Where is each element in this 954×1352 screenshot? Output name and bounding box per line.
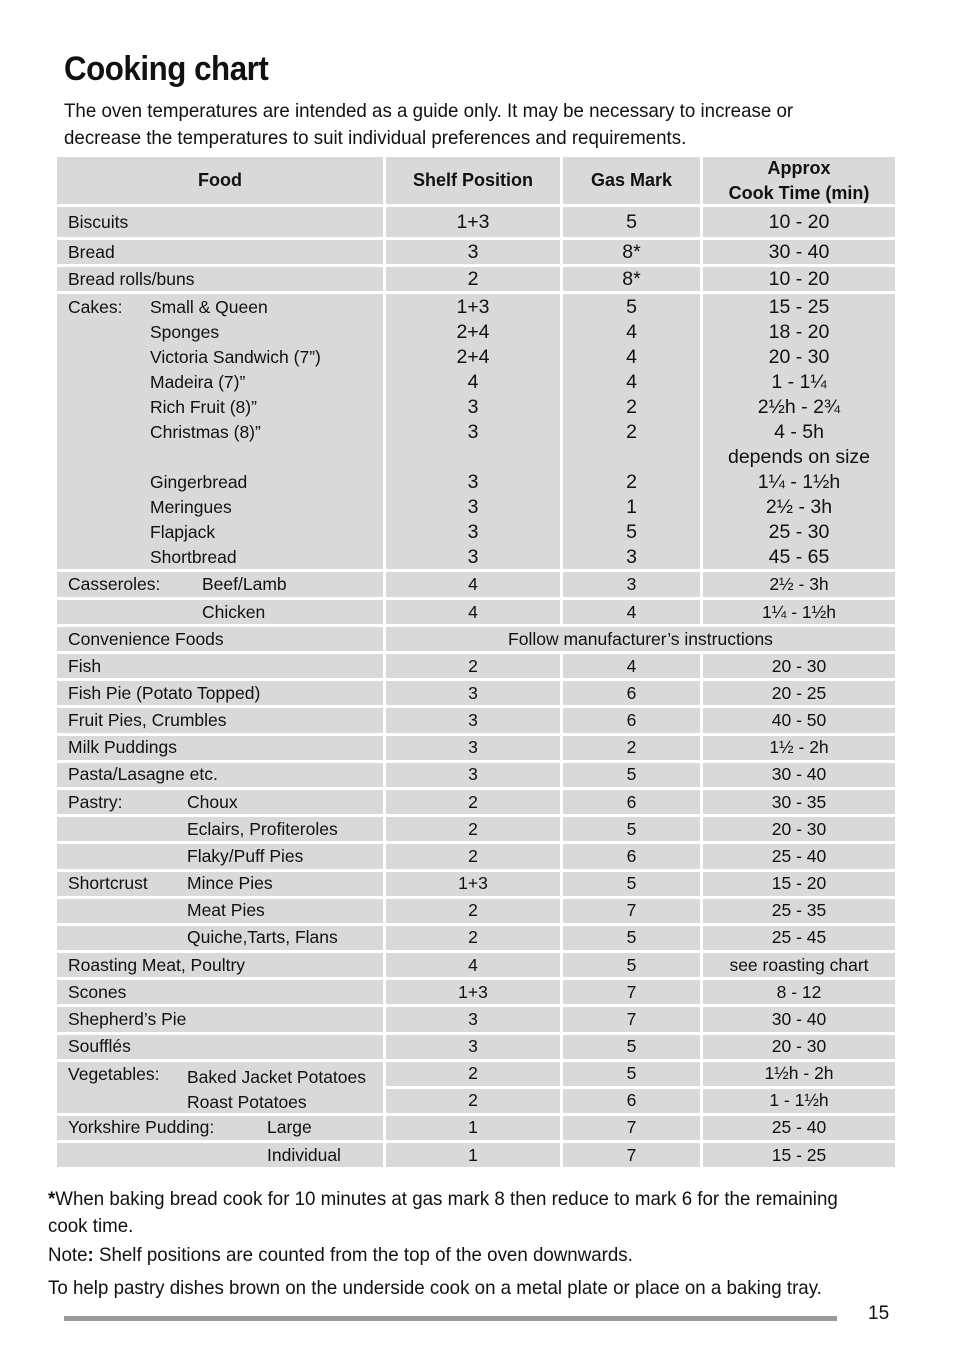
shelf-cell: 1 bbox=[386, 1116, 563, 1143]
time-value: 45 - 65 bbox=[768, 546, 830, 568]
subcategory-label: Large bbox=[267, 1117, 312, 1138]
footer-rule bbox=[64, 1316, 837, 1321]
food-cell bbox=[57, 817, 386, 844]
header-cook-time-line1: Approx bbox=[767, 157, 831, 178]
shelf-value: 1+3 bbox=[456, 296, 490, 318]
casserole-row bbox=[57, 572, 895, 600]
gas-value: 5 bbox=[626, 521, 637, 543]
header-food: Food bbox=[57, 157, 386, 207]
time-cell: 15 - 20 bbox=[703, 872, 895, 899]
food-cell bbox=[57, 872, 386, 899]
food-cell: Roasting Meat, Poultry bbox=[57, 953, 386, 980]
shelf-cell: 2 bbox=[386, 267, 563, 294]
vegetable-items bbox=[187, 1064, 366, 1115]
gas-value: 1 bbox=[626, 496, 637, 518]
shelf-value: 3 bbox=[467, 396, 479, 418]
time-cell: 20 - 30 bbox=[703, 817, 895, 844]
vegetable-item: Baked Jacket Potatoes bbox=[187, 1066, 366, 1087]
pastry-row bbox=[57, 790, 895, 817]
time-cell: 2½ - 3h bbox=[703, 572, 895, 600]
note-colon: : bbox=[87, 1244, 94, 1266]
cake-item: Meringues bbox=[150, 497, 232, 517]
shelf-cell: 4 bbox=[386, 953, 563, 980]
gas-value: 3 bbox=[626, 546, 637, 568]
gas-cell: 6 bbox=[563, 844, 703, 871]
shelf-cell: 3 bbox=[386, 240, 563, 267]
time-cell: 25 - 40 bbox=[703, 844, 895, 871]
food-cell bbox=[57, 790, 386, 817]
table-row bbox=[57, 267, 895, 294]
footnote-bread bbox=[48, 1186, 874, 1240]
gas-cell: 4 bbox=[563, 654, 703, 681]
vegetables-row bbox=[57, 1062, 895, 1116]
shelf-value: 3 bbox=[467, 546, 479, 568]
gas-value: 5 bbox=[626, 296, 637, 318]
time-cell: 25 - 40 bbox=[703, 1116, 895, 1143]
cakes-items bbox=[150, 294, 321, 570]
food-cell bbox=[57, 899, 386, 926]
shelf-value: 3 bbox=[467, 521, 479, 543]
food-cell: Soufflés bbox=[57, 1035, 386, 1062]
time-value: 18 - 20 bbox=[768, 321, 830, 343]
cake-item: Rich Fruit (8)” bbox=[150, 397, 257, 417]
gas-cell: 5 bbox=[563, 1035, 703, 1062]
shelf-cell: 3 bbox=[386, 1007, 563, 1034]
time-cell: 10 - 20 bbox=[703, 207, 895, 240]
gas-cell: 5 bbox=[563, 953, 703, 980]
cake-item: Flapjack bbox=[150, 522, 216, 542]
time-value: 1¼ - 1½h bbox=[757, 471, 841, 493]
footnote-pastry: To help pastry dishes brown on the underside cook on a metal plate or place on a baking tray. bbox=[48, 1277, 822, 1299]
table-row bbox=[57, 708, 895, 735]
shelf-list bbox=[456, 294, 489, 570]
gas-cell: 2 bbox=[563, 736, 703, 763]
food-cell: Shepherd’s Pie bbox=[57, 1007, 386, 1034]
shelf-cell: 1+3 bbox=[386, 980, 563, 1007]
shelf-cell: 1+3 bbox=[386, 207, 563, 240]
food-cell: Scones bbox=[57, 980, 386, 1007]
pastry-row bbox=[57, 899, 895, 926]
food-cell bbox=[57, 1062, 386, 1116]
gas-cell: 6 bbox=[563, 708, 703, 735]
time-value: 25 - 30 bbox=[768, 521, 830, 543]
pastry-row bbox=[57, 844, 895, 871]
food-cell: Bread bbox=[57, 240, 386, 267]
time-value: 20 - 30 bbox=[768, 346, 830, 368]
food-cell bbox=[57, 294, 386, 572]
time-cell: 30 - 40 bbox=[703, 763, 895, 790]
time-cell-value: 1 - 1½h bbox=[769, 1090, 829, 1111]
header-cook-time-line2: Cook Time (min) bbox=[728, 182, 870, 203]
table-row bbox=[57, 736, 895, 763]
table-row bbox=[57, 240, 895, 267]
table-row bbox=[57, 980, 895, 1007]
time-value: 4 - 5h bbox=[774, 421, 824, 443]
cake-item: Christmas (8)” bbox=[150, 422, 261, 442]
header-cook-time bbox=[703, 157, 895, 207]
table-row bbox=[57, 207, 895, 240]
subcategory-label: Quiche,Tarts, Flans bbox=[187, 927, 338, 948]
food-cell bbox=[57, 600, 386, 627]
gas-cell: 7 bbox=[563, 1116, 703, 1143]
time-cell bbox=[703, 1062, 895, 1116]
page-number: 15 bbox=[868, 1303, 890, 1324]
gas-cell: 5 bbox=[563, 207, 703, 240]
shelf-cell: 3 bbox=[386, 681, 563, 708]
food-cell bbox=[57, 1116, 386, 1143]
time-cell: see roasting chart bbox=[703, 953, 895, 980]
cake-item bbox=[150, 445, 321, 470]
gas-list bbox=[626, 294, 637, 570]
shelf-cell: 3 bbox=[386, 763, 563, 790]
time-cell: 40 - 50 bbox=[703, 708, 895, 735]
gas-cell: 7 bbox=[563, 1143, 703, 1170]
time-cell bbox=[703, 294, 895, 572]
shelf-cell: 4 bbox=[386, 572, 563, 600]
pastry-row bbox=[57, 926, 895, 953]
food-cell: Milk Puddings bbox=[57, 736, 386, 763]
pastry-row bbox=[57, 817, 895, 844]
food-cell bbox=[57, 844, 386, 871]
vegetable-item: Roast Potatoes bbox=[187, 1091, 307, 1112]
cake-item: Shortbread bbox=[150, 547, 237, 567]
footnote-note bbox=[48, 1242, 874, 1269]
shelf-cell: 3 bbox=[386, 708, 563, 735]
food-cell: Fish Pie (Potato Topped) bbox=[57, 681, 386, 708]
shelf-cell: 3 bbox=[386, 1035, 563, 1062]
cooking-chart-table bbox=[57, 157, 895, 1170]
subcategory-label: Mince Pies bbox=[187, 873, 273, 894]
gas-cell: 7 bbox=[563, 980, 703, 1007]
category-label: Cakes: bbox=[68, 297, 123, 317]
food-cell: Fish bbox=[57, 654, 386, 681]
gas-cell: 7 bbox=[563, 899, 703, 926]
time-cell: 20 - 25 bbox=[703, 681, 895, 708]
time-cell: 8 - 12 bbox=[703, 980, 895, 1007]
instructions-cell: Follow manufacturer’s instructions bbox=[386, 627, 895, 654]
cake-item: Victoria Sandwich (7”) bbox=[150, 347, 321, 367]
footnote-star: * bbox=[48, 1188, 56, 1210]
category-label: Yorkshire Pudding: bbox=[68, 1117, 215, 1138]
shelf-cell: 1 bbox=[386, 1143, 563, 1170]
gas-cell bbox=[563, 1062, 703, 1116]
gas-cell: 7 bbox=[563, 1007, 703, 1034]
table-row bbox=[57, 681, 895, 708]
subcategory-label: Beef/Lamb bbox=[202, 574, 287, 594]
category-label: Vegetables: bbox=[68, 1063, 160, 1084]
time-cell: 1½ - 2h bbox=[703, 736, 895, 763]
shelf-cell: 1+3 bbox=[386, 872, 563, 899]
food-cell: Fruit Pies, Crumbles bbox=[57, 708, 386, 735]
yorkshire-row bbox=[57, 1143, 895, 1170]
time-cell: 1¼ - 1½h bbox=[703, 600, 895, 627]
gas-value: 2 bbox=[626, 421, 637, 443]
time-cell: 15 - 25 bbox=[703, 1143, 895, 1170]
header-shelf-position: Shelf Position bbox=[386, 157, 563, 207]
subcategory-label: Choux bbox=[187, 791, 238, 812]
shelf-cell: 2 bbox=[386, 790, 563, 817]
shelf-value: 4 bbox=[467, 371, 479, 393]
shelf-cell-value: 2 bbox=[468, 1090, 478, 1111]
pastry-row bbox=[57, 872, 895, 899]
time-cell: 30 - 40 bbox=[703, 1007, 895, 1034]
table-header-row bbox=[57, 157, 895, 207]
gas-cell: 4 bbox=[563, 600, 703, 627]
time-cell: 25 - 45 bbox=[703, 926, 895, 953]
time-value: 2½ - 3h bbox=[765, 496, 833, 518]
gas-cell: 5 bbox=[563, 763, 703, 790]
gas-cell bbox=[563, 294, 703, 572]
casserole-row bbox=[57, 600, 895, 627]
shelf-value: 2+4 bbox=[456, 321, 490, 343]
shelf-cell: 3 bbox=[386, 736, 563, 763]
intro-paragraph: The oven temperatures are intended as a guide only. It may be necessary to increase or decrease the temperatures to suit individual preferences and requirements. bbox=[64, 100, 794, 149]
shelf-cell-value: 2 bbox=[386, 1062, 560, 1089]
table-row bbox=[57, 1007, 895, 1034]
cakes-row bbox=[57, 294, 895, 572]
food-cell: Bread rolls/buns bbox=[57, 267, 386, 294]
shelf-value: 3 bbox=[467, 421, 479, 443]
category-label: Pastry: bbox=[68, 791, 123, 812]
gas-cell-value: 5 bbox=[563, 1062, 700, 1089]
gas-value: 4 bbox=[626, 346, 637, 368]
gas-value: 2 bbox=[626, 471, 637, 493]
food-cell bbox=[57, 572, 386, 600]
shelf-cell: 2 bbox=[386, 926, 563, 953]
subcategory-label: Flaky/Puff Pies bbox=[187, 845, 304, 866]
food-cell: Convenience Foods bbox=[57, 627, 386, 654]
time-cell: 30 - 40 bbox=[703, 240, 895, 267]
shelf-cell: 2 bbox=[386, 899, 563, 926]
gas-cell: 6 bbox=[563, 790, 703, 817]
gas-value: 4 bbox=[626, 371, 637, 393]
convenience-row bbox=[57, 627, 895, 654]
table-row bbox=[57, 654, 895, 681]
shelf-cell: 2 bbox=[386, 817, 563, 844]
shelf-value: 3 bbox=[467, 471, 479, 493]
time-cell: 20 - 30 bbox=[703, 1035, 895, 1062]
shelf-cell: 4 bbox=[386, 600, 563, 627]
time-cell-value: 1½h - 2h bbox=[703, 1062, 895, 1089]
shelf-cell-split bbox=[386, 1062, 560, 1113]
category-label: Casseroles: bbox=[68, 574, 161, 594]
food-cell: Pasta/Lasagne etc. bbox=[57, 763, 386, 790]
food-cell bbox=[57, 1143, 386, 1170]
table-row bbox=[57, 763, 895, 790]
gas-cell: 5 bbox=[563, 926, 703, 953]
note-label: Note bbox=[48, 1244, 88, 1266]
gas-cell: 5 bbox=[563, 817, 703, 844]
time-value: 2½h - 2¾ bbox=[757, 396, 841, 418]
shelf-value: 3 bbox=[467, 496, 479, 518]
shelf-cell bbox=[386, 1062, 563, 1116]
header-gas-mark: Gas Mark bbox=[563, 157, 703, 207]
gas-value: 2 bbox=[626, 396, 637, 418]
subcategory-label: Individual bbox=[267, 1144, 341, 1165]
time-cell: 10 - 20 bbox=[703, 267, 895, 294]
subcategory-label: Chicken bbox=[202, 601, 266, 622]
table-row bbox=[57, 953, 895, 980]
gas-cell-split bbox=[563, 1062, 700, 1113]
gas-value: 4 bbox=[626, 321, 637, 343]
category-label: Shortcrust bbox=[68, 873, 148, 894]
note-text: Shelf positions are counted from the top of the oven downwards. bbox=[93, 1244, 633, 1266]
shelf-cell bbox=[386, 294, 563, 572]
gas-cell: 8* bbox=[563, 240, 703, 267]
subcategory-label: Eclairs, Profiteroles bbox=[187, 818, 338, 839]
gas-cell-value: 6 bbox=[626, 1090, 637, 1111]
cake-item: Gingerbread bbox=[150, 472, 248, 492]
page-title: Cooking chart bbox=[64, 50, 269, 88]
gas-cell: 5 bbox=[563, 872, 703, 899]
table-row bbox=[57, 1035, 895, 1062]
time-value: 15 - 25 bbox=[768, 296, 830, 318]
footnote-bread-text: When baking bread cook for 10 minutes at gas mark 8 then reduce to mark 6 for the remaining cook time. bbox=[48, 1188, 838, 1237]
time-list bbox=[728, 294, 870, 570]
food-cell bbox=[57, 926, 386, 953]
subcategory-label: Meat Pies bbox=[187, 900, 265, 921]
gas-cell: 3 bbox=[563, 572, 703, 600]
time-value: depends on size bbox=[727, 446, 871, 468]
time-cell: 20 - 30 bbox=[703, 654, 895, 681]
cake-item: Madeira (7)” bbox=[150, 372, 246, 392]
shelf-cell: 2 bbox=[386, 844, 563, 871]
time-cell: 30 - 35 bbox=[703, 790, 895, 817]
shelf-cell: 2 bbox=[386, 654, 563, 681]
gas-cell: 6 bbox=[563, 681, 703, 708]
time-cell: 25 - 35 bbox=[703, 899, 895, 926]
gas-cell: 8* bbox=[563, 267, 703, 294]
cake-item: Small & Queen bbox=[150, 297, 268, 317]
yorkshire-row bbox=[57, 1116, 895, 1143]
time-value: 1 - 1¼ bbox=[771, 371, 827, 393]
time-cell-split bbox=[703, 1062, 895, 1113]
cake-item: Sponges bbox=[150, 322, 220, 342]
food-cell: Biscuits bbox=[57, 207, 386, 240]
shelf-value: 2+4 bbox=[456, 346, 490, 368]
